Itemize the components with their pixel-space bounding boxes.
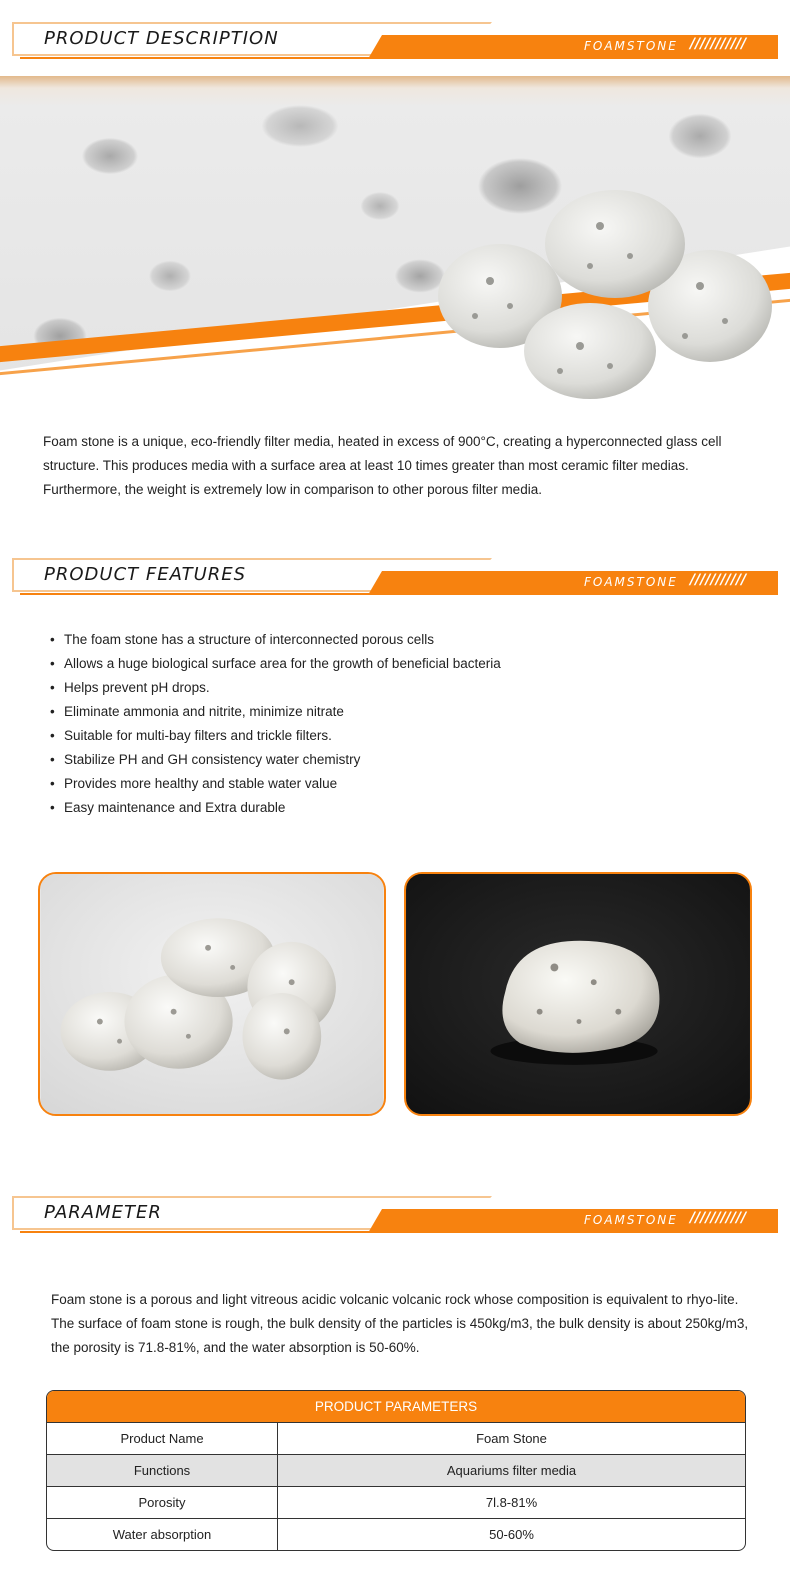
list-item: • Provides more healthy and stable water value <box>50 772 501 796</box>
section-tag: FOAMSTONE <box>584 1213 678 1227</box>
section-slashes: /////////// <box>690 1210 747 1226</box>
table-row <box>47 1486 745 1518</box>
foam-stones-illustration <box>430 186 790 416</box>
row-name: Functions <box>47 1455 278 1486</box>
list-item: • Suitable for multi-bay filters and trickle filters. <box>50 724 501 748</box>
parameters-table <box>46 1390 746 1551</box>
list-item: • Easy maintenance and Extra durable <box>50 796 501 820</box>
section-title: PRODUCT FEATURES <box>44 564 247 585</box>
row-name: Water absorption <box>47 1519 278 1550</box>
stones-light-illustration <box>40 874 384 1114</box>
section-title: PRODUCT DESCRIPTION <box>44 28 279 49</box>
list-item: • Stabilize PH and GH consistency water chemistry <box>50 748 501 772</box>
row-value: Aquariums filter media <box>446 1463 577 1478</box>
header-underline <box>20 593 380 595</box>
features-list <box>50 628 501 820</box>
table-row <box>47 1454 745 1486</box>
table-row <box>47 1422 745 1454</box>
section-header-parameter <box>0 1196 790 1244</box>
parameter-paragraph: Foam stone is a porous and light vitreous acidic volcanic volcanic rock whose composition is equivalent to rhyo-lite. The surface of foam stone is rough, the bulk density of the particles is 450kg/m3, the bulk density is about 250kg/m3, the porosity is 71.8-81%, and the water absorption is 50-60%. <box>51 1292 749 1355</box>
section-title: PARAMETER <box>44 1202 162 1223</box>
section-header-features <box>0 558 790 606</box>
list-item: • Eliminate ammonia and nitrite, minimize nitrate <box>50 700 501 724</box>
table-row <box>47 1518 745 1550</box>
section-header-description <box>0 22 790 70</box>
table-header: PRODUCT PARAMETERS <box>47 1391 745 1422</box>
header-underline <box>20 57 380 59</box>
row-value: 50-60% <box>489 1527 534 1542</box>
photo-stone-dark <box>404 872 752 1116</box>
row-name: Porosity <box>47 1487 278 1518</box>
list-item: • Helps prevent pH drops. <box>50 676 501 700</box>
list-item: • The foam stone has a structure of interconnected porous cells <box>50 628 501 652</box>
photo-stones-light <box>38 872 386 1116</box>
section-tag: FOAMSTONE <box>584 575 678 589</box>
row-name: Product Name <box>47 1423 278 1454</box>
list-item: • Allows a huge biological surface area for the growth of beneficial bacteria <box>50 652 501 676</box>
hero-foam-stone-image <box>0 76 790 416</box>
section-slashes: /////////// <box>690 572 747 588</box>
stone-dark-illustration <box>406 874 750 1114</box>
row-value: Foam Stone <box>476 1431 547 1446</box>
description-paragraph: Foam stone is a unique, eco-friendly filter media, heated in excess of 900°C, creating a hyperconnected glass cell structure. This produces media with a surface area at least 10 times greater than most ceramic filter medias. Furthermore, the weight is extremely low in comparison to other porous filter media. <box>43 434 722 497</box>
row-value: 7l.8-81% <box>485 1495 538 1510</box>
section-slashes: /////////// <box>690 36 747 52</box>
section-tag: FOAMSTONE <box>584 39 678 53</box>
header-underline <box>20 1231 380 1233</box>
